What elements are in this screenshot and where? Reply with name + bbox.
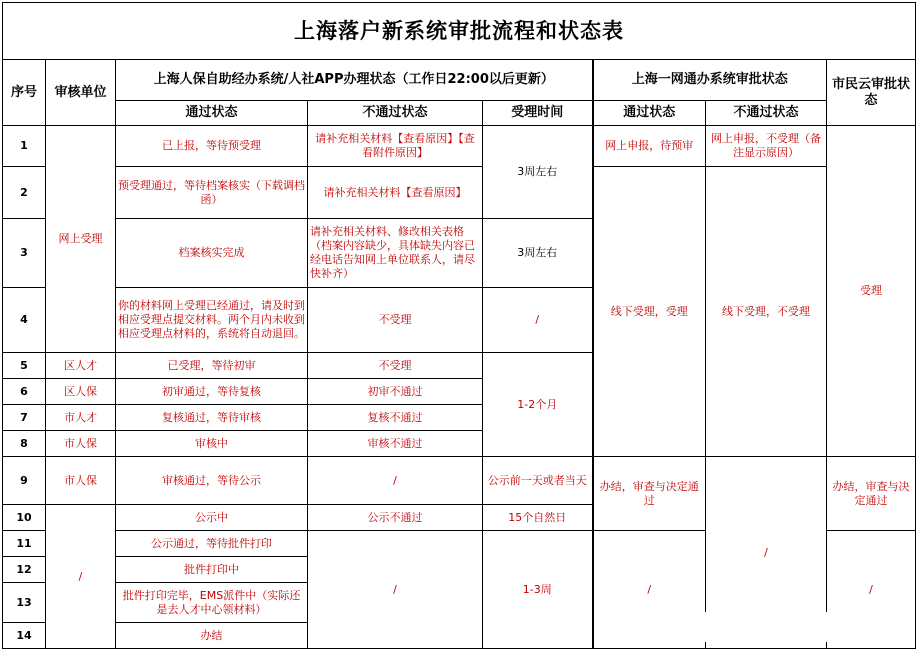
- fail-status-cell: 不受理: [308, 353, 483, 379]
- header-unit: 审核单位: [46, 60, 116, 126]
- onenet-pass-cell: /: [593, 531, 706, 649]
- pass-status-cell: 档案核实完成: [116, 219, 308, 288]
- pass-status-cell: 审核中: [116, 431, 308, 457]
- pass-status-cell: 已上报，等待预受理: [116, 126, 308, 167]
- table-row: [3, 457, 916, 505]
- time-cell: 15个自然日: [483, 505, 593, 531]
- pass-status-cell: 批件打印完毕，EMS派件中（实际还是去人才中心领材料）: [116, 583, 308, 623]
- time-cell: 1-3周: [483, 531, 593, 649]
- pass-status-cell: 复核通过，等待审核: [116, 405, 308, 431]
- pass-status-cell: 批件打印中: [116, 557, 308, 583]
- header-pass: 通过状态: [116, 101, 308, 126]
- header-onenet-pass: 通过状态: [593, 101, 706, 126]
- row-number: 6: [3, 379, 46, 405]
- watermark-cover: [700, 612, 840, 642]
- unit-cell: 区人保: [46, 379, 116, 405]
- row-number: 7: [3, 405, 46, 431]
- fail-status-cell: 审核不通过: [308, 431, 483, 457]
- unit-cell: 市人保: [46, 431, 116, 457]
- fail-status-cell: 请补充相关材料【查看原因】: [308, 167, 483, 219]
- header-app-group: 上海人保自助经办系统/人社APP办理状态（工作日22:00以后更新）: [116, 60, 593, 101]
- row-number: 13: [3, 583, 46, 623]
- fail-status-cell: 复核不通过: [308, 405, 483, 431]
- header-onenet-fail: 不通过状态: [706, 101, 827, 126]
- time-cell: /: [483, 288, 593, 353]
- unit-cell: /: [46, 505, 116, 649]
- time-cell: 1-2个月: [483, 353, 593, 457]
- time-cell: 3周左右: [483, 219, 593, 288]
- fail-status-cell: 不受理: [308, 288, 483, 353]
- unit-cell: 市人才: [46, 405, 116, 431]
- status-table: [2, 2, 916, 649]
- citizen-cloud-cell: /: [827, 531, 916, 649]
- onenet-fail-cell: 网上申报，不受理（备注显示原因）: [706, 126, 827, 167]
- pass-status-cell: 预受理通过，等待档案核实（下载调档函）: [116, 167, 308, 219]
- table-row: [3, 167, 916, 219]
- fail-status-cell: 请补充相关材料【查看原因】【查看附件原因】: [308, 126, 483, 167]
- pass-status-cell: 公示通过，等待批件打印: [116, 531, 308, 557]
- unit-cell: 网上受理: [46, 126, 116, 353]
- onenet-pass-cell: 线下受理，受理: [593, 167, 706, 457]
- fail-status-cell: 请补充相关材料、修改相关表格（档案内容缺少，具体缺失内容已经电话告知网上单位联系人，请尽快补齐）: [308, 219, 483, 288]
- unit-cell: 区人才: [46, 353, 116, 379]
- time-cell: 3周左右: [483, 126, 593, 219]
- row-number: 9: [3, 457, 46, 505]
- row-number: 10: [3, 505, 46, 531]
- onenet-fail-cell: 线下受理，不受理: [706, 167, 827, 457]
- fail-status-cell: /: [308, 457, 483, 505]
- row-number: 8: [3, 431, 46, 457]
- pass-status-cell: 已受理，等待初审: [116, 353, 308, 379]
- header-fail: 不通过状态: [308, 101, 483, 126]
- header-time: 受理时间: [483, 101, 593, 126]
- pass-status-cell: 公示中: [116, 505, 308, 531]
- table-row: [3, 126, 916, 167]
- citizen-cloud-cell: 受理: [827, 126, 916, 457]
- pass-status-cell: 办结: [116, 623, 308, 649]
- unit-cell: 市人保: [46, 457, 116, 505]
- pass-status-cell: 审核通过，等待公示: [116, 457, 308, 505]
- row-number: 12: [3, 557, 46, 583]
- page-title: 上海落户新系统审批流程和状态表: [3, 3, 916, 60]
- row-number: 4: [3, 288, 46, 353]
- row-number: 11: [3, 531, 46, 557]
- fail-status-cell: /: [308, 531, 483, 649]
- row-number: 14: [3, 623, 46, 649]
- row-number: 3: [3, 219, 46, 288]
- header-onenet-group: 上海一网通办系统审批状态: [593, 60, 827, 101]
- pass-status-cell: 初审通过，等待复核: [116, 379, 308, 405]
- pass-status-cell: 你的材料网上受理已经通过，请及时到相应受理点提交材料。两个月内未收到相应受理点材料的，系统将自动退回。: [116, 288, 308, 353]
- time-cell: 公示前一天或者当天: [483, 457, 593, 505]
- header-seq: 序号: [3, 60, 46, 126]
- header-citizen-cloud: 市民云审批状态: [827, 60, 916, 126]
- onenet-pass-cell: 网上申报，待预审: [593, 126, 706, 167]
- fail-status-cell: 公示不通过: [308, 505, 483, 531]
- fail-status-cell: 初审不通过: [308, 379, 483, 405]
- row-number: 5: [3, 353, 46, 379]
- row-number: 1: [3, 126, 46, 167]
- onenet-fail-cell: /: [706, 457, 827, 649]
- onenet-pass-cell: 办结，审查与决定通过: [593, 457, 706, 531]
- row-number: 2: [3, 167, 46, 219]
- citizen-cloud-cell: 办结，审查与决定通过: [827, 457, 916, 531]
